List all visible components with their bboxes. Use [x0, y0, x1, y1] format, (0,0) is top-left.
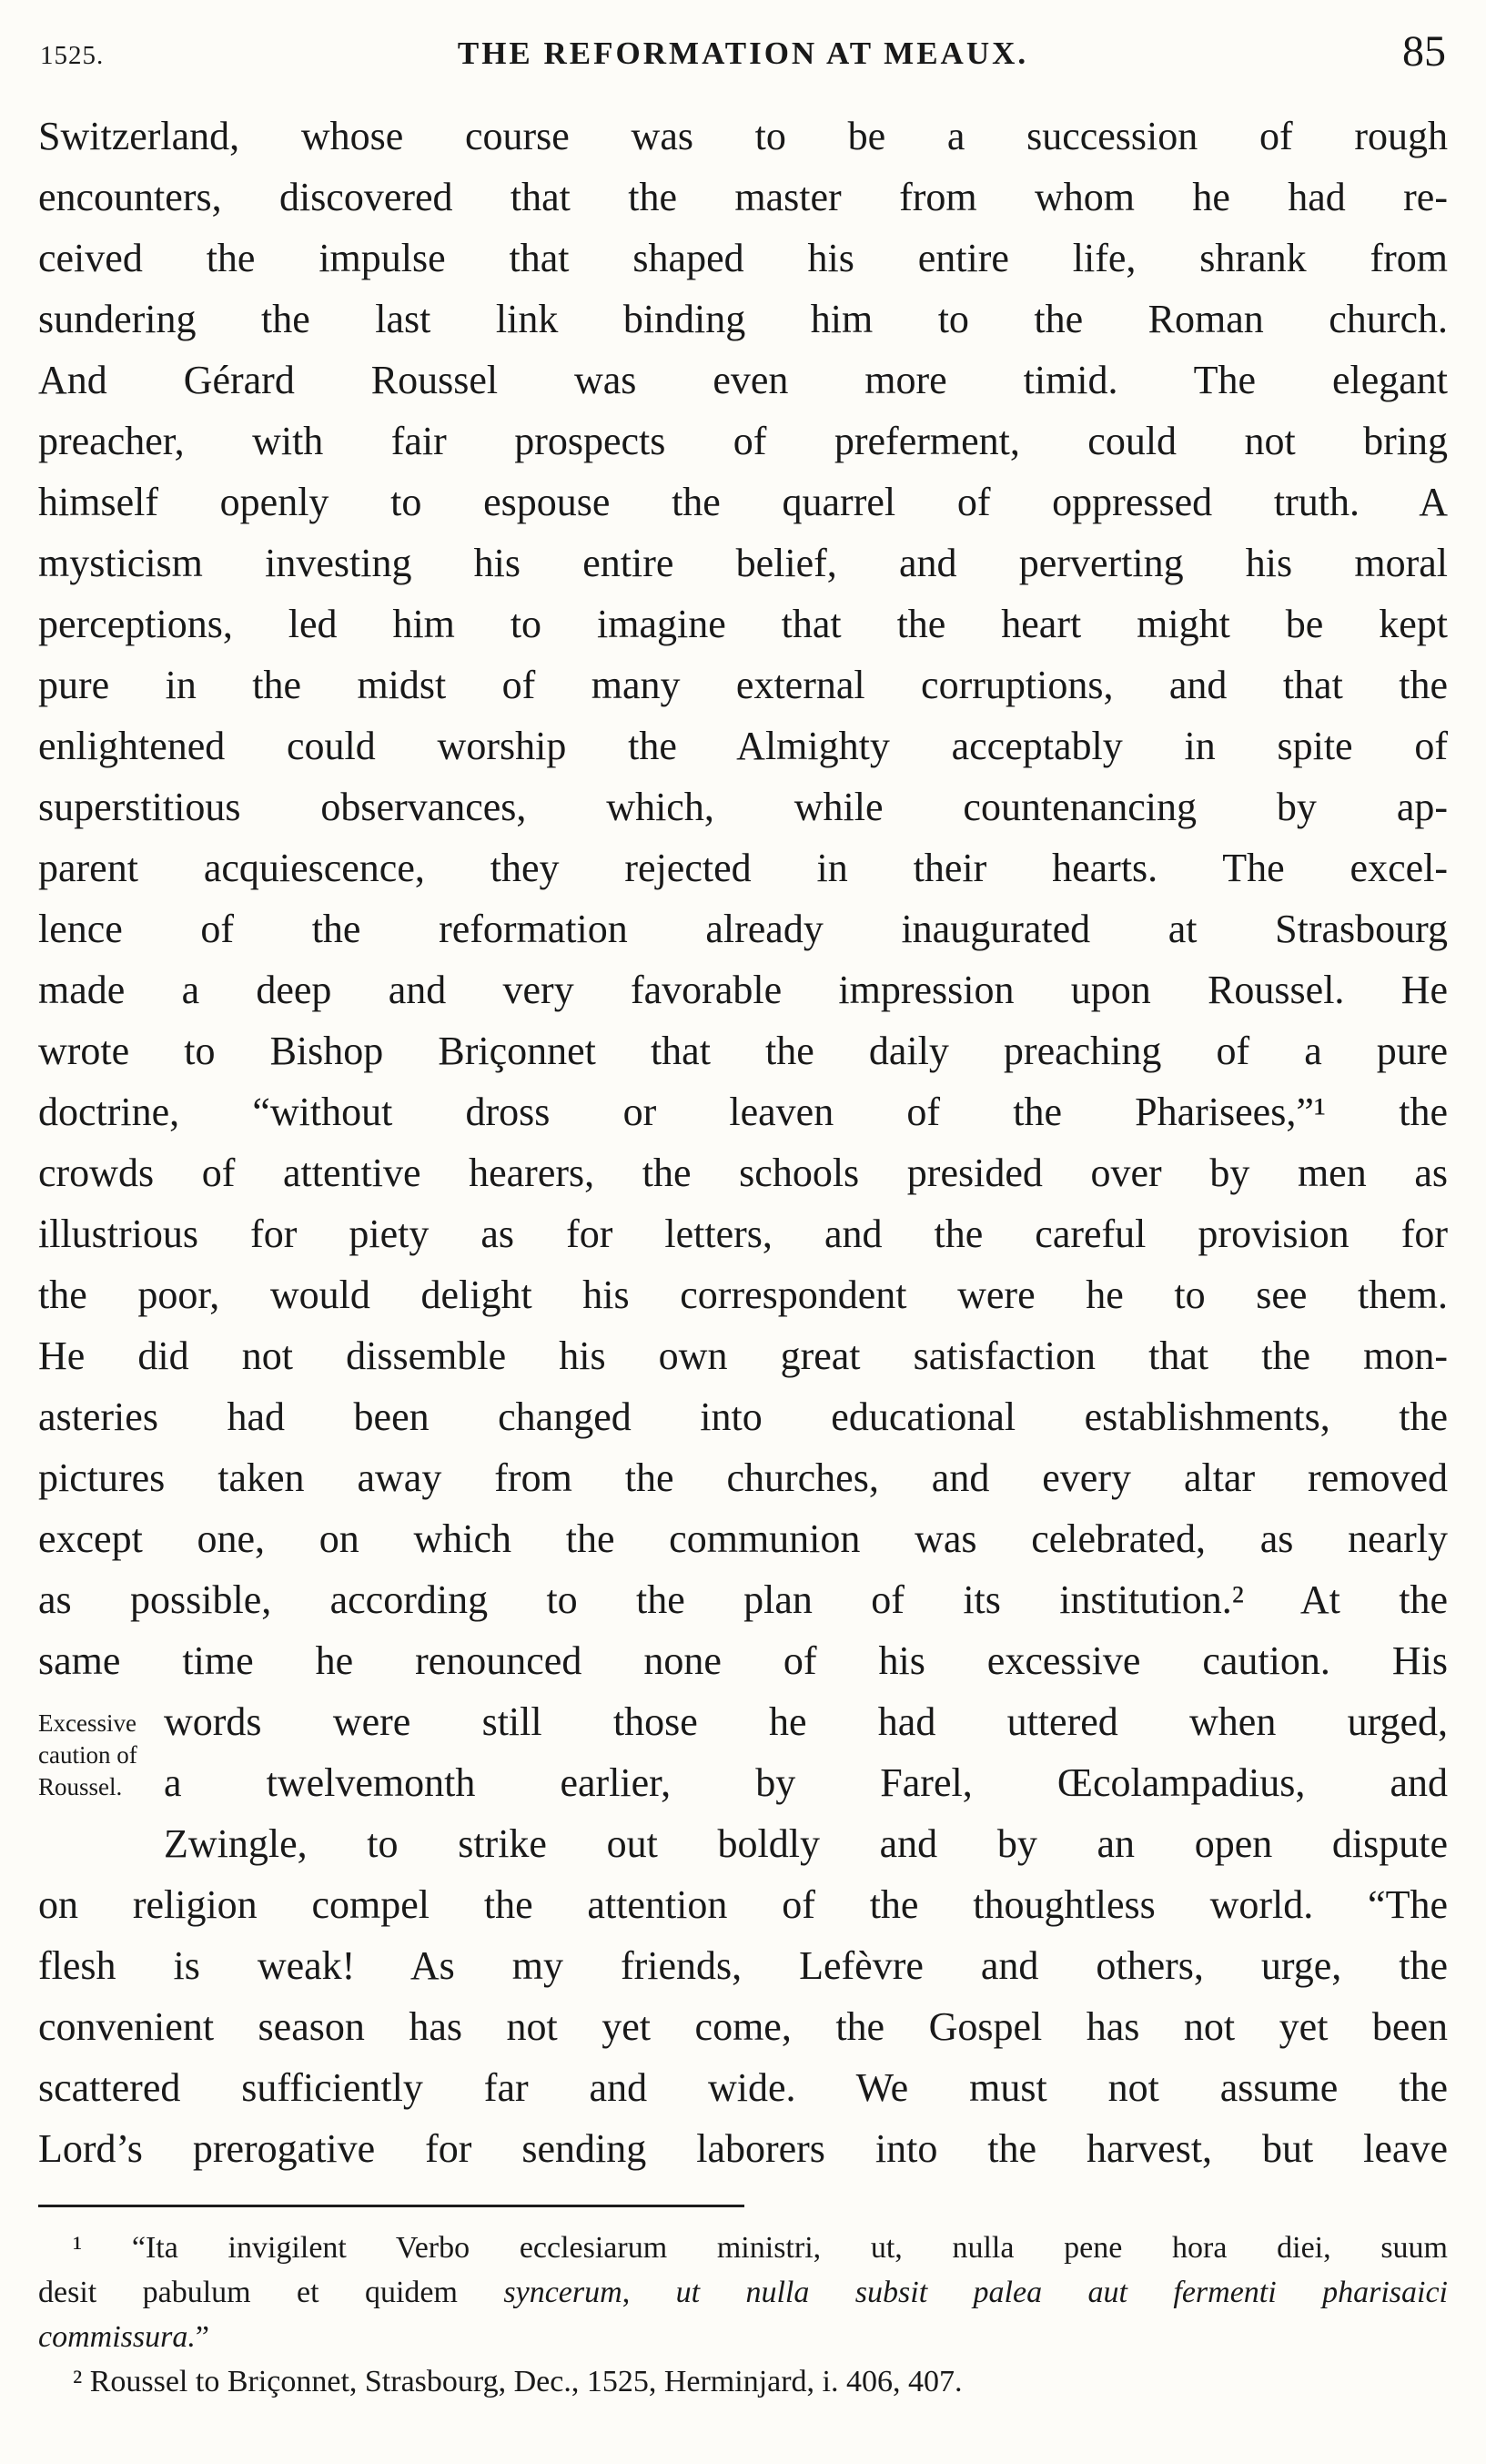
- sidenote-block: [38, 1691, 1448, 1874]
- body-line: pure in the midst of many external corruptions, and that the: [38, 663, 1448, 707]
- body-line: Zwingle, to strike out boldly and by an open dispute: [164, 1821, 1448, 1866]
- body-line: He did not dissemble his own great satisfaction that the mon-: [38, 1333, 1448, 1378]
- footnote-italic-text: syncerum: [503, 2276, 622, 2309]
- body-line: himself openly to espouse the quarrel of oppressed truth. A: [38, 480, 1448, 524]
- body-line: preacher, with fair prospects of preferment, could not bring: [38, 419, 1448, 463]
- footnote-line: [38, 2226, 1448, 2270]
- body-text: [38, 106, 1448, 2179]
- body-line: doctrine, “without dross or leaven of the Pharisees,”¹ the: [38, 1090, 1448, 1134]
- body-line: parent acquiescence, they rejected in their hearts. The excel-: [38, 846, 1448, 890]
- footnote-text: desit pabulum et quidem: [38, 2276, 504, 2309]
- body-line: a twelvemonth earlier, by Farel, Œcolampadius, and: [164, 1760, 1448, 1805]
- body-line: scattered sufficiently far and wide. We must not assume the: [38, 2065, 1448, 2110]
- body-line: enlightened could worship the Almighty acceptably in spite of: [38, 724, 1448, 768]
- body-line: except one, on which the communion was celebrated, as nearly: [38, 1516, 1448, 1561]
- footnote-text: ² Roussel to Briçonnet, Strasbourg, Dec., 1525, Herminjard, i. 406, 407.: [73, 2365, 963, 2398]
- indented-lines: [164, 1691, 1448, 1874]
- body-line: as possible, according to the plan of its institution.² At the: [38, 1577, 1448, 1622]
- body-line: superstitious observances, which, while countenancing by ap-: [38, 785, 1448, 829]
- body-line: And Gérard Roussel was even more timid. The elegant: [38, 358, 1448, 402]
- footnote-line: [38, 2315, 1448, 2359]
- running-title: THE REFORMATION AT MEAUX.: [457, 35, 1029, 71]
- header-year: 1525.: [40, 41, 105, 70]
- body-line: ceived the impulse that shaped his entire life, shrank from: [38, 236, 1448, 280]
- paragraph-top: [38, 106, 1448, 1691]
- body-line: Switzerland, whose course was to be a succession of rough: [38, 114, 1448, 158]
- body-line: the poor, would delight his correspondent were he to see them.: [38, 1273, 1448, 1317]
- footnote-line: [38, 2359, 1448, 2404]
- body-line: mysticism investing his entire belief, and perverting his moral: [38, 541, 1448, 585]
- body-line: sundering the last link binding him to the Roman church.: [38, 297, 1448, 341]
- sidenote: [38, 1708, 158, 1803]
- body-line: crowds of attentive hearers, the schools presided over by men as: [38, 1151, 1448, 1195]
- body-line: asteries had been changed into educational establishments, the: [38, 1394, 1448, 1439]
- body-line: lence of the reformation already inaugurated at Strasbourg: [38, 907, 1448, 951]
- sidenote-line: Excessive: [38, 1709, 136, 1737]
- footnote-rule: [38, 2205, 744, 2207]
- paragraph-bottom: [38, 1874, 1448, 2179]
- footnote-text: ”: [195, 2320, 209, 2354]
- body-line: Lord’s prerogative for sending laborers into the harvest, but leave: [38, 2126, 1448, 2171]
- body-line: made a deep and very favorable impression upon Roussel. He: [38, 968, 1448, 1012]
- body-line: convenient season has not yet come, the Gospel has not yet been: [38, 2004, 1448, 2049]
- body-line: same time he renounced none of his excessive caution. His: [38, 1638, 1448, 1683]
- footnote-text: ¹ “Ita invigilent Verbo ecclesiarum ministri, ut, nulla pene hora diei, suum: [73, 2231, 1448, 2265]
- body-line: pictures taken away from the churches, and every altar removed: [38, 1455, 1448, 1500]
- footnote-line: [38, 2270, 1448, 2315]
- body-line: illustrious for piety as for letters, and the careful provision for: [38, 1212, 1448, 1256]
- page-header: [38, 20, 1448, 76]
- body-line: on religion compel the attention of the thoughtless world. “The: [38, 1882, 1448, 1927]
- footnotes: [38, 2226, 1448, 2404]
- page-number: 85: [1402, 27, 1446, 76]
- footnote-italic-text: commissura.: [38, 2320, 196, 2354]
- body-line: encounters, discovered that the master from whom he had re-: [38, 175, 1448, 219]
- footnote-text: ,: [622, 2276, 676, 2309]
- body-line: perceptions, led him to imagine that the heart might be kept: [38, 602, 1448, 646]
- footnote-italic-text: ut nulla subsit palea aut fermenti pharisaici: [675, 2276, 1448, 2309]
- body-line: wrote to Bishop Briçonnet that the daily preaching of a pure: [38, 1029, 1448, 1073]
- sidenote-line: Roussel.: [38, 1773, 123, 1800]
- body-line: words were still those he had uttered when urged,: [164, 1699, 1448, 1744]
- sidenote-line: caution of: [38, 1741, 137, 1769]
- body-line: flesh is weak! As my friends, Lefèvre and others, urge, the: [38, 1943, 1448, 1988]
